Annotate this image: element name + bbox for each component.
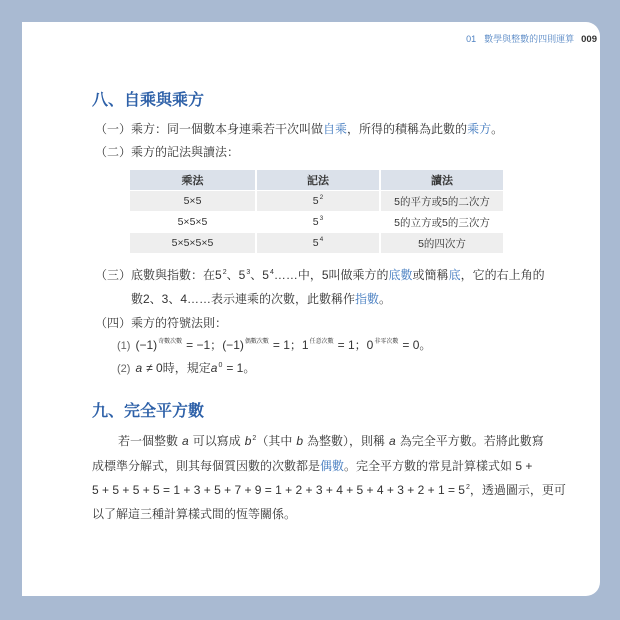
power-base: 0 <box>366 338 374 352</box>
item-text: ，所得的積稱為此數的 <box>347 122 468 136</box>
paragraph-text: 為完全平方數。若將此數寫 <box>399 434 544 448</box>
table-cell-product: 5×5×5×5 <box>130 233 256 254</box>
power-exponent: 2 <box>252 435 257 442</box>
separator: 、 <box>226 268 239 282</box>
item-text: 底數與指數：在 <box>131 268 216 282</box>
item-text: 乘方的記法與讀法： <box>131 145 240 159</box>
power-base: a <box>210 361 218 375</box>
power-base: 5 <box>215 268 222 282</box>
paragraph-text: ，透過圖示，更可 <box>469 483 566 497</box>
highlight-term: 底 <box>448 268 461 282</box>
highlight-term: 指數 <box>355 292 380 306</box>
variable: a <box>135 361 143 375</box>
variable: b <box>296 434 304 448</box>
column-header: 記法 <box>256 170 380 191</box>
column-header: 讀法 <box>380 170 503 191</box>
rule-text: ≠ 0時，規定 <box>146 361 211 375</box>
highlight-term: 乘方 <box>467 122 492 136</box>
power-base: 5 <box>238 268 246 282</box>
rule-label: (1) <box>117 340 131 352</box>
power-base: 1 <box>301 338 309 352</box>
power-exponent: 4 <box>319 236 324 243</box>
item-label: （一） <box>95 122 132 136</box>
paragraph-text: 成標準分解式，則其每個質因數的次數都是 <box>92 459 321 473</box>
power-base: (−1) <box>135 338 158 352</box>
item-text: 。 <box>379 292 392 306</box>
item-text: 。 <box>491 122 504 136</box>
sign-rule-1 <box>117 337 431 356</box>
table-cell-product: 5×5×5 <box>130 212 256 233</box>
item-label: （四） <box>95 316 132 330</box>
power-base: 5 <box>262 268 269 282</box>
power-result: = 0。 <box>402 338 432 352</box>
table-cell-notation <box>256 191 380 212</box>
table-row <box>130 212 503 233</box>
sign-rule-2 <box>117 360 255 379</box>
table-cell-reading: 5的平方或5的二次方 <box>380 191 503 212</box>
power-exponent: 偶數次數 <box>244 339 269 345</box>
paragraph-line-2 <box>92 458 532 474</box>
power-exponent: 0 <box>218 362 223 369</box>
variable: b <box>244 434 252 448</box>
variable: a <box>182 434 189 448</box>
item-2 <box>95 144 239 160</box>
chapter-number: 01 <box>466 34 477 44</box>
power-exponent: 任意次數 <box>309 339 334 345</box>
paragraph-line-1 <box>118 433 544 452</box>
power-base: 5 <box>312 237 319 249</box>
item-text: 乘方的符號法則： <box>131 316 228 330</box>
power-result: = 1； <box>337 338 367 352</box>
sum-expression: 5 + 5 + 5 + 5 = 1 + 3 + 5 + 7 + 9 = 1 + 2 + 3 + 4 + 5 + 4 + 3 + 2 + 1 = 5 <box>92 483 465 497</box>
chapter-title: 數學與整數的四則運算 <box>484 34 575 44</box>
power-exponent: 3 <box>319 215 324 222</box>
section-heading-9: 九、完全平方數 <box>92 403 205 420</box>
power-exponent: 4 <box>269 269 274 276</box>
paragraph-text: 若一個整數 <box>118 434 179 448</box>
power-base: 5 <box>312 216 319 228</box>
separator: 、 <box>250 268 263 282</box>
item-text: ……中，5叫做乘方的 <box>273 268 389 282</box>
highlight-term: 偶數 <box>320 459 345 473</box>
paragraph-text: 可以寫成 <box>192 434 241 448</box>
item-text: 數2、3、4……表示連乘的次數，此數稱作 <box>131 292 356 306</box>
table-cell-reading: 5的立方或5的三次方 <box>380 212 503 233</box>
power-exponent: 奇數次數 <box>158 339 183 345</box>
item-4 <box>95 315 227 331</box>
table-cell-notation <box>256 233 380 254</box>
item-text: 乘方：同一個數本身連乘若干次叫做 <box>131 122 324 136</box>
highlight-term: 自乘 <box>323 122 348 136</box>
table-header-row <box>130 170 503 191</box>
table-row <box>130 191 503 212</box>
paragraph-line-3 <box>92 482 566 501</box>
item-3-line-1 <box>95 267 545 286</box>
power-base: (−1) <box>222 338 244 352</box>
power-base: 5 <box>312 195 319 207</box>
item-3-line-2 <box>131 291 391 307</box>
rule-label: (2) <box>117 363 131 375</box>
paragraph-line-4 <box>92 506 296 522</box>
paragraph-text: （其中 <box>256 434 293 448</box>
paragraph-text: 以了解這三種計算樣式間的恆等關係。 <box>92 507 297 521</box>
running-header <box>466 33 597 46</box>
power-exponent: 2 <box>222 269 227 276</box>
section-heading-8: 八、自乘與乘方 <box>92 92 205 109</box>
power-notation-table <box>130 170 503 253</box>
power-result: = −1； <box>186 338 223 352</box>
power-exponent: 2 <box>319 194 324 201</box>
power-result: = 1； <box>272 338 302 352</box>
table-cell-reading: 5的四次方 <box>380 233 503 254</box>
item-text: ，它的右上角的 <box>460 268 545 282</box>
power-exponent: 3 <box>246 269 251 276</box>
table-cell-product: 5×5 <box>130 191 256 212</box>
power-exponent: 2 <box>465 484 470 491</box>
table-cell-notation <box>256 212 380 233</box>
highlight-term: 底數 <box>388 268 413 282</box>
paragraph-text: 。完全平方數的常見計算樣式如 5 + <box>344 459 533 473</box>
table-row <box>130 233 503 254</box>
item-1 <box>95 121 503 137</box>
paragraph-text: 為整數），則稱 <box>307 434 386 448</box>
column-header: 乘法 <box>130 170 256 191</box>
item-label: （三） <box>95 268 132 282</box>
variable: a <box>389 434 396 448</box>
power-exponent: 非零次數 <box>374 339 399 345</box>
item-text: 或簡稱 <box>412 268 449 282</box>
item-label: （二） <box>95 145 132 159</box>
page-number: 009 <box>581 34 597 45</box>
power-result: = 1。 <box>226 361 256 375</box>
